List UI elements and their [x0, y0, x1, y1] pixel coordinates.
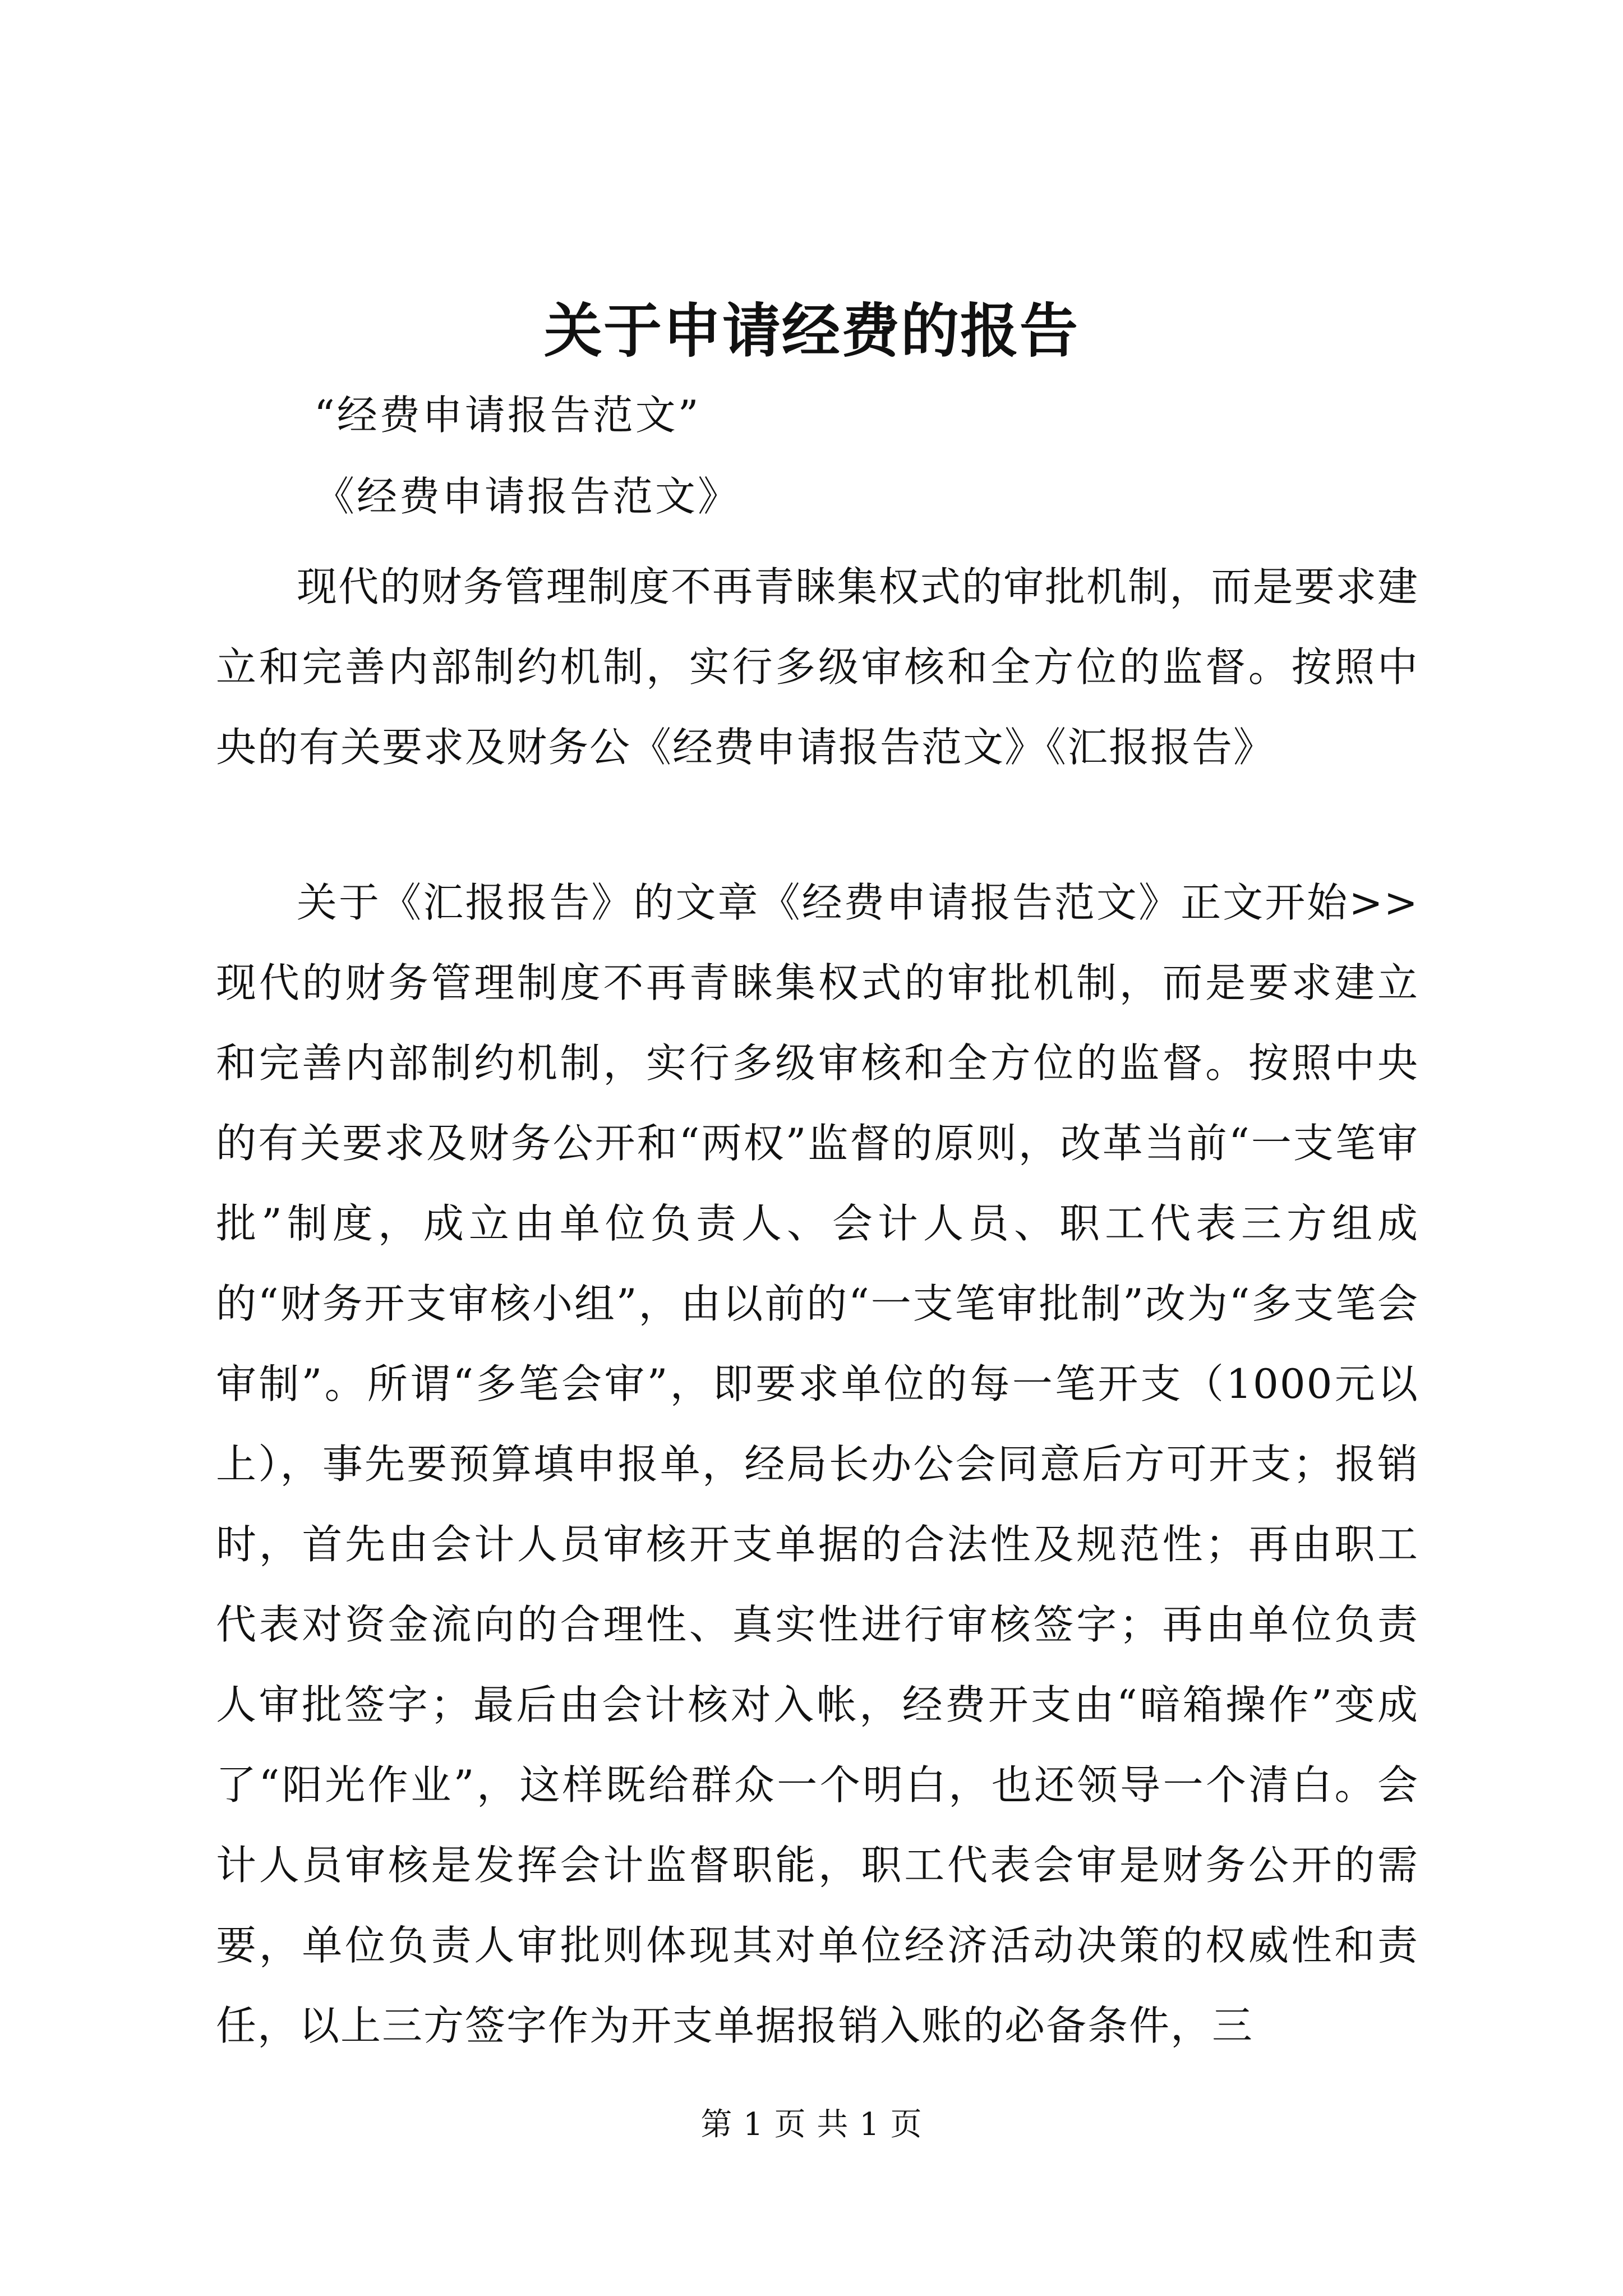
body-paragraph-intro: 现代的财务管理制度不再青睐集权式的审批机制，而是要求建立和完善内部制约机制，实行多级审核和全方位的监督。按照中央的有关要求及财务公《经费申请报告范文》《汇报报告》: [216, 563, 1419, 771]
body-paragraph-main: 关于《汇报报告》的文章《经费申请报告范文》正文开始>>现代的财务管理制度不再青睐集权式的审批机制，而是要求建立和完善内部制约机制，实行多级审核和全方位的监督。按照中央的有关要求及财务公开和“两权”监督的原则，改革当前“一支笔审批”制度，成立由单位负责人、会计人员、职工代表三方组成的“财务开支审核小组”，由以前的“一支笔审批制”改为“多支笔会审制”。所谓“多笔会审”，即要求单位的每一笔开支（1000元以上），事先要预算填申报单，经局长办公会同意后方可开支；报销时，首先由会计人员审核开支单据的合法性及规范性；再由职工代表对资金流向的合理性、真实性进行审核签字；再由单位负责人审批签字；最后由会计核对入帐，经费开支由“暗箱操作”变成了“阳光作业”，这样既给群众一个明白，也还领导一个清白。会计人员审核是发挥会计监督职能，职工代表会审是财务公开的需要，单位负责人审批则体现其对单位经济活动决策的权威性和责任，以上三方签字作为开支单据报销入账的必备条件，三: [216, 879, 1419, 2049]
subtitle-book-title: 《经费申请报告范文》: [314, 473, 741, 520]
page-number-footer: 第 1 页 共 1 页: [700, 2106, 923, 2143]
subtitle-quoted: “经费申请报告范文”: [314, 392, 701, 439]
document-title: 关于申请经费的报告: [543, 296, 1079, 365]
